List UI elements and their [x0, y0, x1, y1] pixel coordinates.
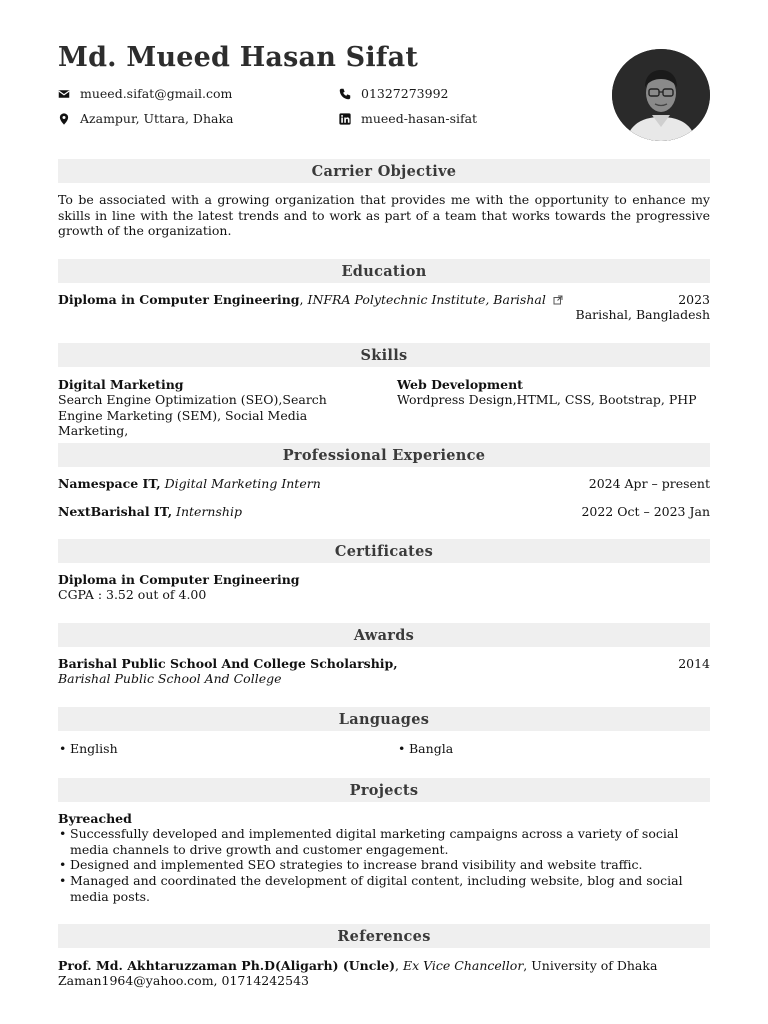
phone-icon — [339, 88, 351, 100]
experience-entry — [58, 476, 321, 492]
experience-company: Namespace IT, — [58, 476, 161, 491]
education-entry: Diploma in Computer Engineering, INFRA Polytechnic Institute, Barishal — [58, 292, 563, 308]
skill-title: Digital Marketing — [58, 377, 184, 392]
project-bullet: • Managed and coordinated the development of digital content, including website, blog and social media posts. — [70, 873, 700, 904]
project-name: Byreached — [58, 811, 132, 826]
external-link-icon[interactable] — [553, 295, 563, 305]
experience-company: NextBarishal IT, — [58, 504, 173, 519]
skill-details: Wordpress Design,HTML, CSS, Bootstrap, PHP — [397, 392, 697, 407]
education-institution[interactable]: INFRA Polytechnic Institute, Barishal — [307, 292, 546, 307]
award-issuer: Barishal Public School And College — [58, 671, 282, 686]
certificate-detail: CGPA : 3.52 out of 4.00 — [58, 587, 207, 602]
section-header-languages: Languages — [58, 707, 710, 731]
section-header-experience: Professional Experience — [58, 443, 710, 467]
reference-org: , University of Dhaka — [523, 958, 658, 973]
section-header-education: Education — [58, 259, 710, 283]
experience-period: 2022 Oct – 2023 Jan — [581, 504, 710, 519]
linkedin-icon — [339, 113, 351, 125]
language-item: • English — [70, 741, 118, 757]
profile-photo — [612, 49, 710, 141]
location-text: Azampur, Uttara, Dhaka — [80, 111, 234, 126]
experience-entry — [58, 504, 242, 520]
skill-details: Search Engine Optimization (SEO),Search Engine Marketing (SEM), Social Media Marketing, — [58, 392, 327, 438]
award-title: Barishal Public School And College Scholarship, — [58, 656, 398, 671]
envelope-icon — [58, 88, 70, 100]
candidate-name: Md. Mueed Hasan Sifat — [58, 42, 418, 73]
section-header-skills: Skills — [58, 343, 710, 367]
phone-contact[interactable] — [339, 86, 448, 101]
section-header-certificates: Certificates — [58, 539, 710, 563]
experience-role: Digital Marketing Intern — [164, 476, 321, 491]
map-pin-icon — [58, 113, 70, 125]
education-degree: Diploma in Computer Engineering — [58, 292, 300, 307]
language-item: • Bangla — [409, 741, 453, 757]
reference-title: Ex Vice Chancellor — [402, 958, 524, 973]
linkedin-text: mueed-hasan-sifat — [361, 111, 478, 126]
education-place: Barishal, Bangladesh — [575, 307, 710, 322]
objective-text: To be associated with a growing organization that provides me with the opportunity to enhance my skills in line with the latest trends and to work as part of a team that works towards the progressive growth of the organization. — [58, 192, 710, 238]
reference-contact[interactable]: Zaman1964@yahoo.com, 01714242543 — [58, 973, 309, 988]
phone-text: 01327273992 — [361, 86, 449, 101]
section-header-awards: Awards — [58, 623, 710, 647]
location-contact — [58, 111, 233, 126]
section-header-projects: Projects — [58, 778, 710, 802]
experience-role: Internship — [176, 504, 242, 519]
certificate-title: Diploma in Computer Engineering — [58, 572, 300, 587]
experience-period: 2024 Apr – present — [588, 476, 710, 491]
reference-entry: Prof. Md. Akhtaruzzaman Ph.D(Aligarh) (Uncle), Ex Vice Chancellor, University of Dhaka — [58, 958, 658, 973]
linkedin-contact[interactable] — [339, 111, 477, 126]
project-bullet: • Successfully developed and implemented digital marketing campaigns across a variety of social media channels to drive growth and customer engagement. — [70, 826, 700, 857]
section-header-objective: Carrier Objective — [58, 159, 710, 183]
award-year: 2014 — [678, 656, 710, 671]
email-contact[interactable] — [58, 86, 232, 101]
reference-name: Prof. Md. Akhtaruzzaman Ph.D(Aligarh) (Uncle) — [58, 958, 395, 973]
email-text: mueed.sifat@gmail.com — [80, 86, 233, 101]
skill-title: Web Development — [397, 377, 523, 392]
section-header-references: References — [58, 924, 710, 948]
education-year: 2023 — [678, 292, 710, 307]
project-bullet: • Designed and implemented SEO strategies to increase brand visibility and website traffic. — [70, 857, 700, 873]
